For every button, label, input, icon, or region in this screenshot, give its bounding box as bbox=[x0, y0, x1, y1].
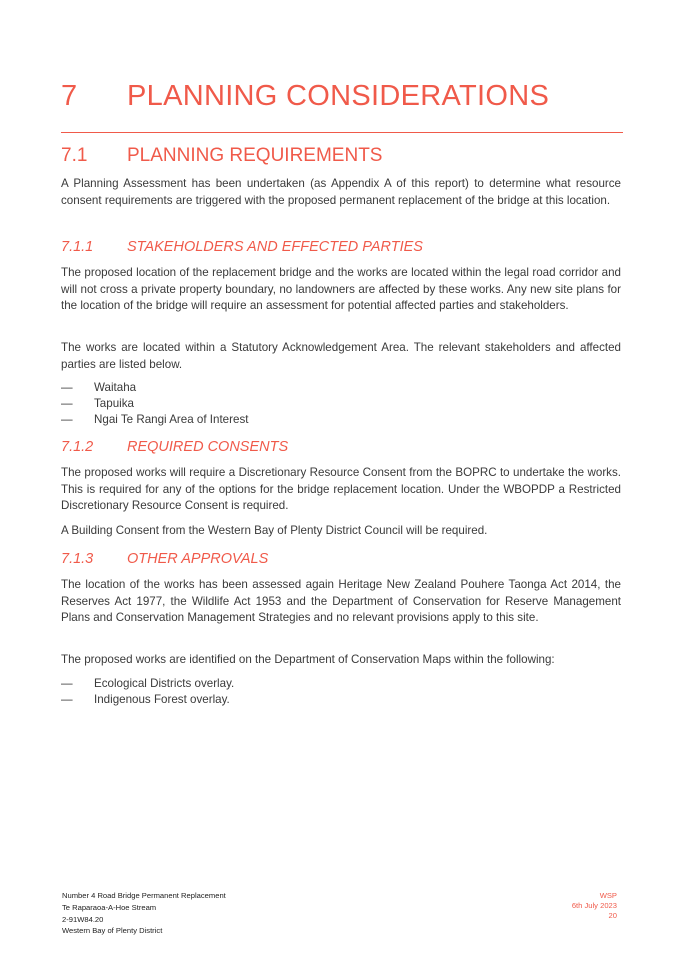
footer-project-title: Number 4 Road Bridge Permanent Replacement bbox=[62, 891, 226, 900]
list-item bbox=[61, 380, 136, 396]
footer-date: 6th July 2023 bbox=[571, 901, 617, 910]
section-heading-7-1 bbox=[61, 145, 382, 167]
bullet-dash: — bbox=[61, 677, 73, 690]
section-title: PLANNING REQUIREMENTS bbox=[127, 145, 383, 166]
footer-client: Western Bay of Plenty District bbox=[62, 926, 163, 936]
list-item-text: Indigenous Forest overlay. bbox=[94, 693, 230, 706]
paragraph-planning-assessment: A Planning Assessment has been undertaken (as Appendix A of this report) to determine what resource consent requirements are triggered with the proposed permanent replacement of the bridge at this location. bbox=[61, 177, 621, 207]
footer-meta bbox=[572, 891, 617, 921]
bullet-dash: — bbox=[61, 397, 73, 410]
footer-project-info bbox=[62, 890, 226, 937]
page-number: 20 bbox=[608, 911, 617, 920]
list-item-text: Waitaha bbox=[94, 381, 137, 394]
list-item-text: Ecological Districts overlay. bbox=[94, 677, 235, 690]
paragraph-consents-2: A Building Consent from the Western Bay of Plenty District Council will be required. bbox=[61, 524, 488, 537]
paragraph-stakeholders-1: The proposed location of the replacement bridge and the works are located within the legal road corridor and will not cross a private property boundary, no landowners are affected by these works. Any new site plans for the location of the bridge will require an assessment for potential affected parties and stakeholders. bbox=[61, 266, 621, 312]
subsection-title: REQUIRED CONSENTS bbox=[127, 439, 289, 455]
list-item-text: Ngai Te Rangi Area of Interest bbox=[94, 413, 249, 426]
subsection-number: 7.1.2 bbox=[61, 439, 94, 455]
chapter-heading bbox=[61, 80, 621, 113]
subsection-heading-7-1-1 bbox=[61, 239, 423, 255]
bullet-dash: — bbox=[61, 693, 73, 706]
chapter-number: 7 bbox=[61, 80, 78, 112]
paragraph-approvals-2: The proposed works are identified on the Department of Conservation Maps within the following: bbox=[61, 653, 555, 666]
list-item bbox=[61, 396, 134, 412]
footer-company: WSP bbox=[599, 891, 617, 900]
list-item bbox=[61, 692, 230, 708]
paragraph-stakeholders-2: The works are located within a Statutory Acknowledgement Area. The relevant stakeholders and affected parties are listed below. bbox=[61, 341, 621, 371]
paragraph-approvals-1: The location of the works has been assessed again Heritage New Zealand Pouhere Taonga Act 2014, the Reserves Act 1977, the Wildlife Act 1953 and the Department of Conservation for Reserve Management Plans and Conservation Management Strategies and no relevant provisions apply to this site. bbox=[61, 578, 621, 624]
list-item bbox=[61, 412, 248, 428]
paragraph-consents-1: The proposed works will require a Discretionary Resource Consent from the BOPRC to undertake the works. This is required for any of the options for the bridge replacement location. Under the WBOPDP a Restricted Discretionary Resource Consent is required. bbox=[61, 466, 621, 512]
bullet-dash: — bbox=[61, 413, 73, 426]
footer-project-number: 2-91W84.20 bbox=[62, 914, 104, 924]
heading-divider bbox=[61, 132, 623, 133]
subsection-title: OTHER APPROVALS bbox=[127, 551, 269, 567]
subsection-number: 7.1.3 bbox=[61, 551, 94, 567]
section-number: 7.1 bbox=[61, 145, 88, 166]
list-item bbox=[61, 676, 234, 692]
list-item-text: Tapuika bbox=[94, 397, 134, 410]
subsection-number: 7.1.1 bbox=[61, 239, 94, 255]
subsection-heading-7-1-2 bbox=[61, 439, 288, 455]
bullet-dash: — bbox=[61, 381, 73, 394]
footer-stream-name: Te Raparaoa-A-Hoe Stream bbox=[62, 902, 157, 912]
subsection-heading-7-1-3 bbox=[61, 551, 268, 567]
subsection-title: STAKEHOLDERS AND EFFECTED PARTIES bbox=[127, 239, 423, 255]
chapter-title: PLANNING CONSIDERATIONS bbox=[127, 80, 550, 112]
